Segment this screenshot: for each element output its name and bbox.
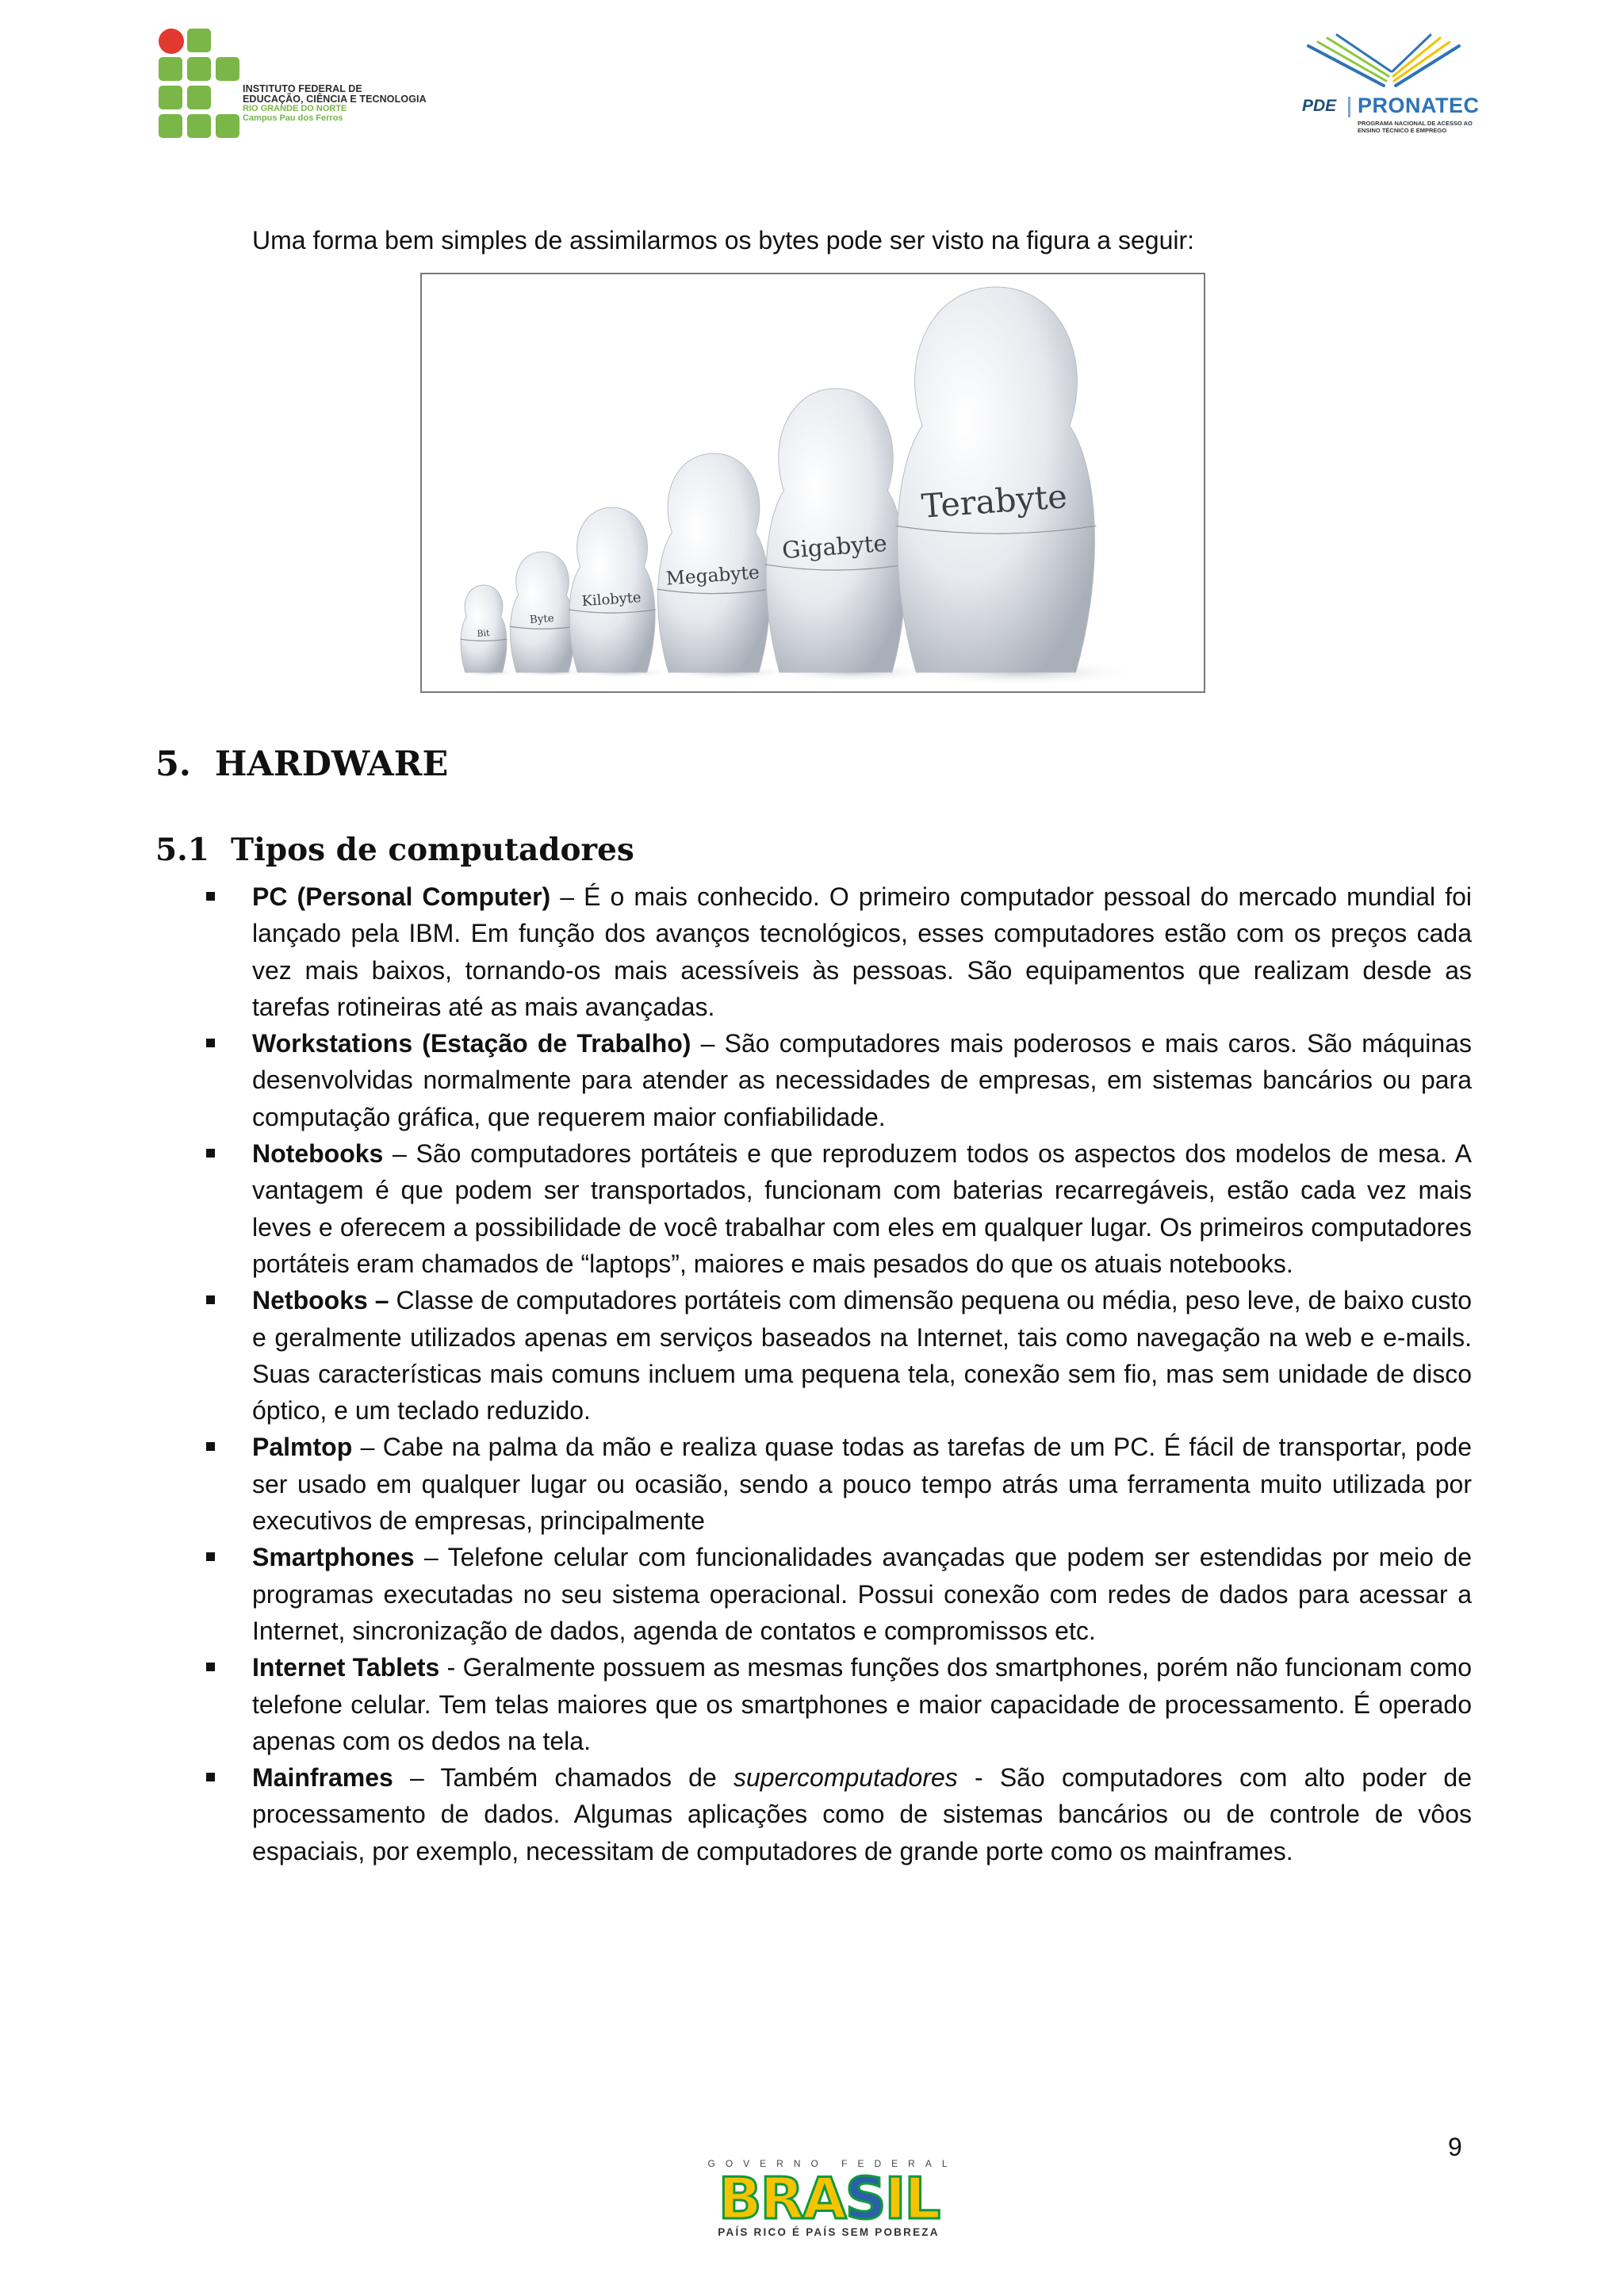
- list-item-pc: [206, 878, 1472, 1025]
- item-text-before: – Também chamados de: [393, 1763, 733, 1793]
- square-bullet-icon: [206, 1295, 215, 1304]
- subsection-number: 5.1: [155, 832, 209, 868]
- item-text: Classe de computadores portáteis com dimensão pequena ou média, peso leve, de baixo custo e geralmente utilizados apenas em serviços baseados na Internet, tais como navegação na web e e-mails. Suas características mais comuns incluem uma pequena tela, conexão sem fio, mas sem unidade de disco óptico, e um teclado reduzido.: [252, 1286, 1473, 1425]
- item-text: – Telefone celular com funcionalidades avançadas que podem ser estendidas por meio de programas executadas no seu sistema operacional. Possui conexão com redes de dados para acessar a Internet, sincronização de dados, agenda de contatos e compromissos etc.: [252, 1543, 1472, 1645]
- nesting-dolls-image: [422, 274, 1204, 691]
- pronatec-label: PRONATEC: [1358, 94, 1480, 117]
- ifrn-name-line2: EDUCAÇÃO, CIÊNCIA E TECNOLOGIA: [243, 94, 427, 105]
- gov-label: GOVERNO FEDERAL: [707, 2158, 958, 2169]
- ifrn-name-line3: RIO GRANDE DO NORTE: [243, 104, 347, 114]
- square-bullet-icon: [206, 1552, 215, 1561]
- pronatec-book-icon: [1300, 30, 1483, 94]
- item-term: Smartphones: [252, 1543, 415, 1572]
- slogan: PAÍS RICO É PAÍS SEM POBREZA: [718, 2226, 940, 2238]
- ifrn-logo: [159, 29, 444, 140]
- item-term: Internet Tablets: [252, 1653, 440, 1682]
- doll-label: Gigabyte: [781, 529, 888, 564]
- item-term: Netbooks –: [252, 1286, 389, 1315]
- doll-body: [569, 507, 655, 672]
- item-text: – Cabe na palma da mão e realiza quase todas as tarefas de um PC. É fácil de transportar, pode ser usado em qualquer lugar ou ocasião, sendo a pouco tempo atrás uma ferramenta muito utilizada por executivos de empresas, principalmente: [252, 1433, 1472, 1536]
- pronatec-subtitle: [1358, 121, 1492, 134]
- square-bullet-icon: [206, 1773, 215, 1781]
- square-bullet-icon: [206, 892, 215, 901]
- square-bullet-icon: [206, 1039, 215, 1047]
- pronatec-subtitle-line1: PROGRAMA NACIONAL DE ACESSO AO: [1358, 120, 1473, 127]
- item-text: – São computadores mais poderosos e mais caros. São máquinas desenvolvidas normalmente para atender as necessidades de empresas, em sistemas bancários ou para computação gráfica, que requerem maior confiabilidade.: [252, 1029, 1472, 1131]
- doll-label: Terabyte: [920, 477, 1069, 526]
- doll-label: Kilobyte: [580, 589, 642, 610]
- ifrn-campus: Campus Pau dos Ferros: [243, 113, 343, 123]
- list-item-workstations: [206, 1025, 1472, 1135]
- ifrn-logo-text: [243, 84, 427, 123]
- section-number: 5.: [155, 744, 191, 784]
- item-italic-term: supercomputadores: [733, 1763, 958, 1793]
- list-item-netbooks: [206, 1282, 1472, 1429]
- brasil-part2: IL: [884, 2165, 940, 2232]
- item-text: - Geralmente possuem as mesmas funções dos smartphones, porém não funcionam como telefone celular. Tem telas maiores que os smartphones e maior capacidade de processamento. É operado apenas com os dedos na tela.: [252, 1653, 1473, 1755]
- governo-federal-brasil-logo: [698, 2155, 959, 2242]
- pde-label: PDE: [1302, 97, 1337, 115]
- square-bullet-icon: [206, 1442, 215, 1451]
- page-number: 9: [1448, 2133, 1462, 2161]
- computer-types-list: [206, 878, 1472, 1869]
- list-item-mainframes: [206, 1759, 1472, 1869]
- doll-label: Bit: [477, 627, 490, 639]
- pronatec-logo: [1293, 30, 1491, 149]
- brasil-s: S: [845, 2165, 885, 2232]
- doll-body: [510, 552, 574, 672]
- ifrn-name-line1: INSTITUTO FEDERAL DE: [243, 83, 362, 94]
- pronatec-subtitle-line2: ENSINO TÉCNICO E EMPREGO: [1358, 126, 1447, 134]
- doll-label: Megabyte: [665, 561, 760, 590]
- section-heading: [155, 742, 448, 786]
- square-bullet-icon: [206, 1149, 215, 1158]
- item-term: PC (Personal Computer): [252, 882, 551, 911]
- item-text: – São computadores portáteis e que reproduzem todos os aspectos dos modelos de mesa. A vantagem é que podem ser transportados, funcionam com baterias recarregáveis, estão cada vez mais leves e oferecem a possibilidade de você trabalhar com eles em qualquer lugar. Os primeiros computadores portáteis eram chamados de “laptops”, maiores e mais pesados do que os atuais notebooks.: [252, 1139, 1472, 1278]
- list-item-palmtop: [206, 1429, 1472, 1539]
- item-text-after: - São computadores com alto poder de processamento de dados. Algumas aplicações como de sistemas bancários ou de controle de vôos espaciais, por exemplo, necessitam de computadores de grande porte como os mainframes.: [252, 1763, 1473, 1866]
- list-item-internet-tablets: [206, 1649, 1472, 1759]
- intro-paragraph: Uma forma bem simples de assimilarmos os bytes pode ser visto na figura a seguir:: [252, 226, 1195, 254]
- item-text: – É o mais conhecido. O primeiro computador pessoal do mercado mundial foi lançado pela IBM. Em função dos avanços tecnológicos, esses computadores estão com os preços cada vez mais baixos, tornando-os mais acessíveis às pessoas. São equipamentos que realizam desde as tarefas rotineiras até as mais avançadas.: [252, 882, 1473, 1021]
- subsection-title: Tipos de computadores: [231, 832, 634, 868]
- doll-label: Byte: [529, 612, 555, 626]
- section-title: HARDWARE: [214, 744, 449, 784]
- item-term: Notebooks: [252, 1139, 384, 1169]
- brasil-part1: BRA: [718, 2165, 845, 2232]
- pronatec-divider: [1348, 97, 1350, 117]
- item-term: Mainframes: [252, 1763, 393, 1793]
- item-term: Palmtop: [252, 1433, 353, 1462]
- bytes-nesting-dolls-figure: [420, 273, 1205, 693]
- square-bullet-icon: [206, 1663, 215, 1671]
- list-item-smartphones: [206, 1539, 1472, 1649]
- subsection-heading: [155, 829, 634, 871]
- list-item-notebooks: [206, 1135, 1472, 1282]
- item-term: Workstations (Estação de Trabalho): [252, 1029, 691, 1058]
- ifrn-logo-grid-icon: [159, 29, 246, 140]
